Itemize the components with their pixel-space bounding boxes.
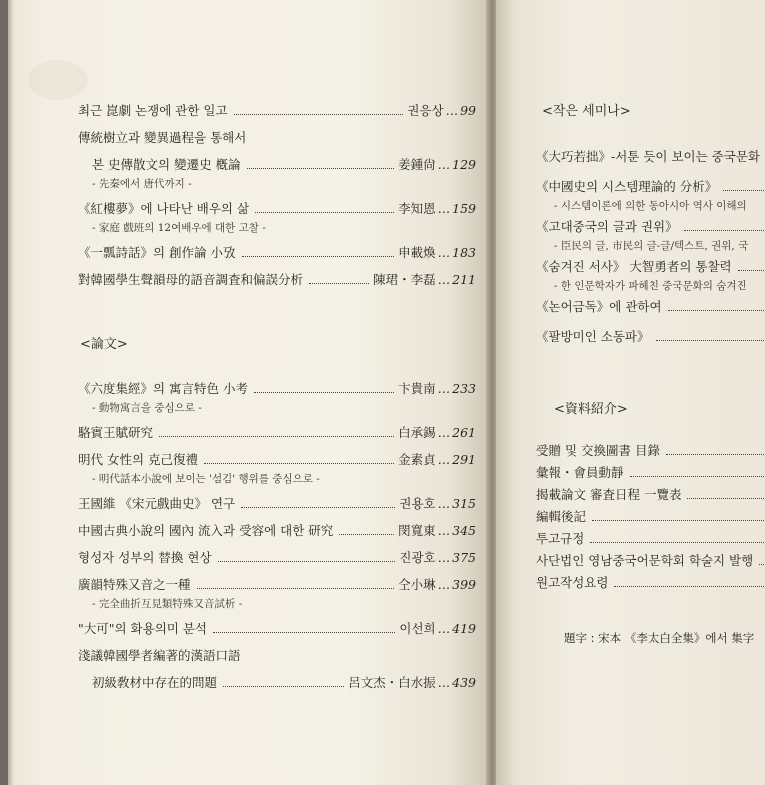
page-separator: … bbox=[437, 201, 451, 216]
contents-entry bbox=[78, 620, 476, 638]
contents-note bbox=[78, 176, 476, 192]
dot-leader bbox=[159, 436, 394, 437]
dot-leader bbox=[668, 310, 765, 311]
section-heading-seminar: <작은 세미나> bbox=[542, 104, 631, 119]
page-separator: … bbox=[437, 577, 451, 592]
contents-entry bbox=[78, 549, 476, 567]
dot-leader bbox=[242, 256, 395, 257]
title-calligraphy-credit: 題字 : 宋本 《李太白全集》에서 集字 bbox=[564, 631, 755, 645]
entry-author: 卞貴南 bbox=[398, 381, 436, 396]
page-separator: … bbox=[437, 272, 451, 287]
entry-title: 《논어금독》에 관하여 bbox=[536, 299, 662, 314]
entry-author: 呂文杰・白水振 bbox=[348, 675, 436, 690]
dot-leader bbox=[687, 498, 765, 499]
entry-title: 《紅樓夢》에 나타난 배우의 삶 bbox=[78, 201, 250, 216]
entry-title: 투고규정 bbox=[536, 531, 585, 546]
dot-leader bbox=[255, 212, 394, 213]
contents-entry bbox=[536, 552, 765, 570]
entry-title: 編輯後記 bbox=[536, 509, 587, 524]
contents-entry bbox=[78, 271, 476, 289]
contents-entry bbox=[78, 200, 476, 218]
contents-entry bbox=[78, 380, 476, 398]
entry-title: 《大巧若拙》-서툰 듯이 보이는 중국문화 bbox=[536, 149, 760, 164]
page-separator: … bbox=[437, 523, 451, 538]
contents-entry bbox=[78, 674, 476, 692]
page-separator: … bbox=[445, 103, 459, 118]
entry-title: 揭載論文 審査日程 一覽表 bbox=[536, 487, 682, 502]
entry-title: 형성자 성부의 替換 현상 bbox=[78, 550, 212, 565]
contents-entry bbox=[536, 258, 765, 276]
entry-author: 金素貞 bbox=[398, 452, 436, 467]
entry-title: 《六度集經》의 寓言特色 小考 bbox=[78, 381, 249, 396]
entry-author: 권응상 bbox=[407, 103, 444, 118]
contents-entry bbox=[78, 424, 476, 442]
contents-entry bbox=[78, 129, 476, 147]
entry-title: 사단법인 영남중국어문학회 학술지 발행 bbox=[536, 553, 754, 568]
contents-entry bbox=[78, 647, 476, 665]
entry-subtitle: - 한 인문학자가 파헤친 중국문화의 숨겨진 bbox=[554, 280, 747, 292]
dot-leader bbox=[614, 586, 765, 587]
dot-leader bbox=[254, 392, 394, 393]
entry-author: 권용호 bbox=[399, 496, 436, 511]
entry-page-number: 233 bbox=[452, 381, 476, 396]
entry-page-number: 375 bbox=[452, 550, 476, 565]
entry-title: 彙報・會員動靜 bbox=[536, 465, 624, 480]
dot-leader bbox=[339, 534, 394, 535]
contents-note bbox=[78, 471, 476, 487]
entry-title: 對韓國學生聲韻母的語音調査和偏誤分析 bbox=[78, 272, 304, 287]
entry-title: 《中國史의 시스템理論的 分析》 bbox=[536, 179, 718, 194]
dot-leader bbox=[213, 632, 395, 633]
entry-title: 《一瓢詩話》의 創作論 小攷 bbox=[78, 245, 236, 260]
entry-page-number: 345 bbox=[452, 523, 476, 538]
entry-author: 李知恩 bbox=[398, 201, 436, 216]
entry-subtitle: - 家庭 戲班의 12여배우에 대한 고찰 - bbox=[92, 222, 266, 234]
entry-title: "大可"의 화용의미 분석 bbox=[78, 621, 207, 636]
entry-page-number: 183 bbox=[452, 245, 476, 260]
section-heading-nonmun: <論文> bbox=[80, 337, 128, 352]
entry-author: 姜鍾尙 bbox=[398, 157, 436, 172]
entry-page-number: 159 bbox=[452, 201, 476, 216]
entry-author: 申載煥 bbox=[398, 245, 436, 260]
contents-entry bbox=[536, 218, 765, 236]
dot-leader bbox=[630, 476, 765, 477]
entry-title: 본 史傳散文의 變遷史 槪論 bbox=[92, 157, 241, 172]
page-separator: … bbox=[437, 452, 451, 467]
entry-author: 陳珺・李磊 bbox=[373, 272, 436, 287]
entry-title: 王國維 《宋元戲曲史》 연구 bbox=[78, 496, 236, 511]
page-separator: … bbox=[437, 245, 451, 260]
dot-leader bbox=[738, 270, 765, 271]
entry-title: 受贈 및 交換圖書 目錄 bbox=[536, 443, 660, 458]
entry-page-number: 261 bbox=[452, 425, 476, 440]
contents-entry bbox=[78, 522, 476, 540]
entry-title: 中國古典小說의 國內 流入과 受容에 대한 研究 bbox=[78, 523, 334, 538]
dot-leader bbox=[223, 686, 344, 687]
entry-page-number: 291 bbox=[452, 452, 476, 467]
page-separator: … bbox=[437, 425, 451, 440]
contents-entry bbox=[78, 576, 476, 594]
contents-note bbox=[78, 220, 476, 236]
dot-leader bbox=[309, 283, 369, 284]
entry-author: 진광호 bbox=[399, 550, 436, 565]
dot-leader bbox=[723, 190, 765, 191]
page-separator: … bbox=[437, 381, 451, 396]
contents-entry bbox=[536, 464, 765, 482]
contents-entry bbox=[536, 148, 765, 166]
page-separator: … bbox=[437, 621, 451, 636]
entry-page-number: 419 bbox=[452, 621, 476, 636]
entry-title: 駱賓王賦研究 bbox=[78, 425, 154, 440]
contents-note bbox=[78, 596, 476, 612]
entry-title: 明代 女性의 克己復禮 bbox=[78, 452, 199, 467]
page-separator: … bbox=[437, 550, 451, 565]
contents-note bbox=[536, 238, 765, 254]
entry-subtitle: - 完全曲折互見類特殊又音試析 - bbox=[92, 598, 243, 610]
contents-entry bbox=[536, 328, 765, 346]
contents-entry bbox=[536, 442, 765, 460]
contents-entry bbox=[78, 451, 476, 469]
contents-entry bbox=[536, 508, 765, 526]
entry-page-number: 399 bbox=[452, 577, 476, 592]
dot-leader bbox=[592, 520, 765, 521]
entry-title: 《숨겨진 서사》 大智勇者의 통찰력 bbox=[536, 259, 732, 274]
dot-leader bbox=[197, 588, 395, 589]
dot-leader bbox=[656, 340, 765, 341]
entry-author: 白承錫 bbox=[398, 425, 436, 440]
entry-title: 初級敎材中存在的問題 bbox=[92, 675, 218, 690]
contents-entry bbox=[78, 102, 476, 120]
page-separator: … bbox=[437, 157, 451, 172]
entry-page-number: 439 bbox=[452, 675, 476, 690]
entry-title: 원고작성요령 bbox=[536, 575, 609, 590]
entry-subtitle: - 動物寓言을 중심으로 - bbox=[92, 402, 202, 414]
page-separator: … bbox=[437, 496, 451, 511]
dot-leader bbox=[684, 230, 765, 231]
dot-leader bbox=[204, 463, 394, 464]
left-page bbox=[8, 0, 488, 785]
paper-stain bbox=[28, 60, 88, 100]
entry-author: 閔寬東 bbox=[398, 523, 436, 538]
entry-author: 이선희 bbox=[399, 621, 436, 636]
entry-page-number: 315 bbox=[452, 496, 476, 511]
entry-subtitle: - 先秦에서 唐代까지 - bbox=[92, 178, 192, 190]
contents-entry bbox=[78, 244, 476, 262]
entry-title: 廣韻特殊又音之一種 bbox=[78, 577, 191, 592]
entry-title: 최근 崑劇 논쟁에 관한 일고 bbox=[78, 103, 228, 118]
entry-page-number: 99 bbox=[460, 103, 476, 118]
dot-leader bbox=[590, 542, 765, 543]
contents-entry bbox=[536, 298, 765, 316]
dot-leader bbox=[666, 454, 765, 455]
entry-author: 仝小琳 bbox=[398, 577, 436, 592]
dot-leader bbox=[234, 114, 404, 115]
dot-leader bbox=[218, 561, 396, 562]
right-page bbox=[496, 0, 765, 785]
contents-entry bbox=[536, 178, 765, 196]
entry-subtitle: - 臣民의 글, 市民의 글-글/텍스트, 권위, 국 bbox=[554, 240, 749, 252]
contents-entry bbox=[78, 495, 476, 513]
section-heading-materials: <資料紹介> bbox=[554, 402, 628, 417]
contents-entry bbox=[536, 486, 765, 504]
entry-subtitle: - 明代話本小說에 보이는 '섬김' 행위를 중심으로 - bbox=[92, 473, 320, 485]
contents-note bbox=[536, 198, 765, 214]
entry-page-number: 129 bbox=[452, 157, 476, 172]
contents-note bbox=[78, 400, 476, 416]
contents-note bbox=[536, 278, 765, 294]
contents-entry bbox=[536, 530, 765, 548]
dot-leader bbox=[247, 168, 395, 169]
page-separator: … bbox=[437, 675, 451, 690]
entry-title: 傳統樹立과 變異過程을 통해서 bbox=[78, 130, 247, 145]
entry-page-number: 211 bbox=[452, 272, 476, 287]
entry-title: 《고대중국의 글과 권위》 bbox=[536, 219, 678, 234]
dot-leader bbox=[241, 507, 395, 508]
contents-entry bbox=[78, 156, 476, 174]
entry-subtitle: - 시스템이론에 의한 동아시아 역사 이해의 bbox=[554, 200, 747, 212]
entry-title: 《팔방미인 소동파》 bbox=[536, 329, 650, 344]
dot-leader bbox=[759, 564, 765, 565]
entry-title: 淺議韓國學者編著的漢語口語 bbox=[78, 648, 241, 663]
contents-entry bbox=[536, 574, 765, 592]
